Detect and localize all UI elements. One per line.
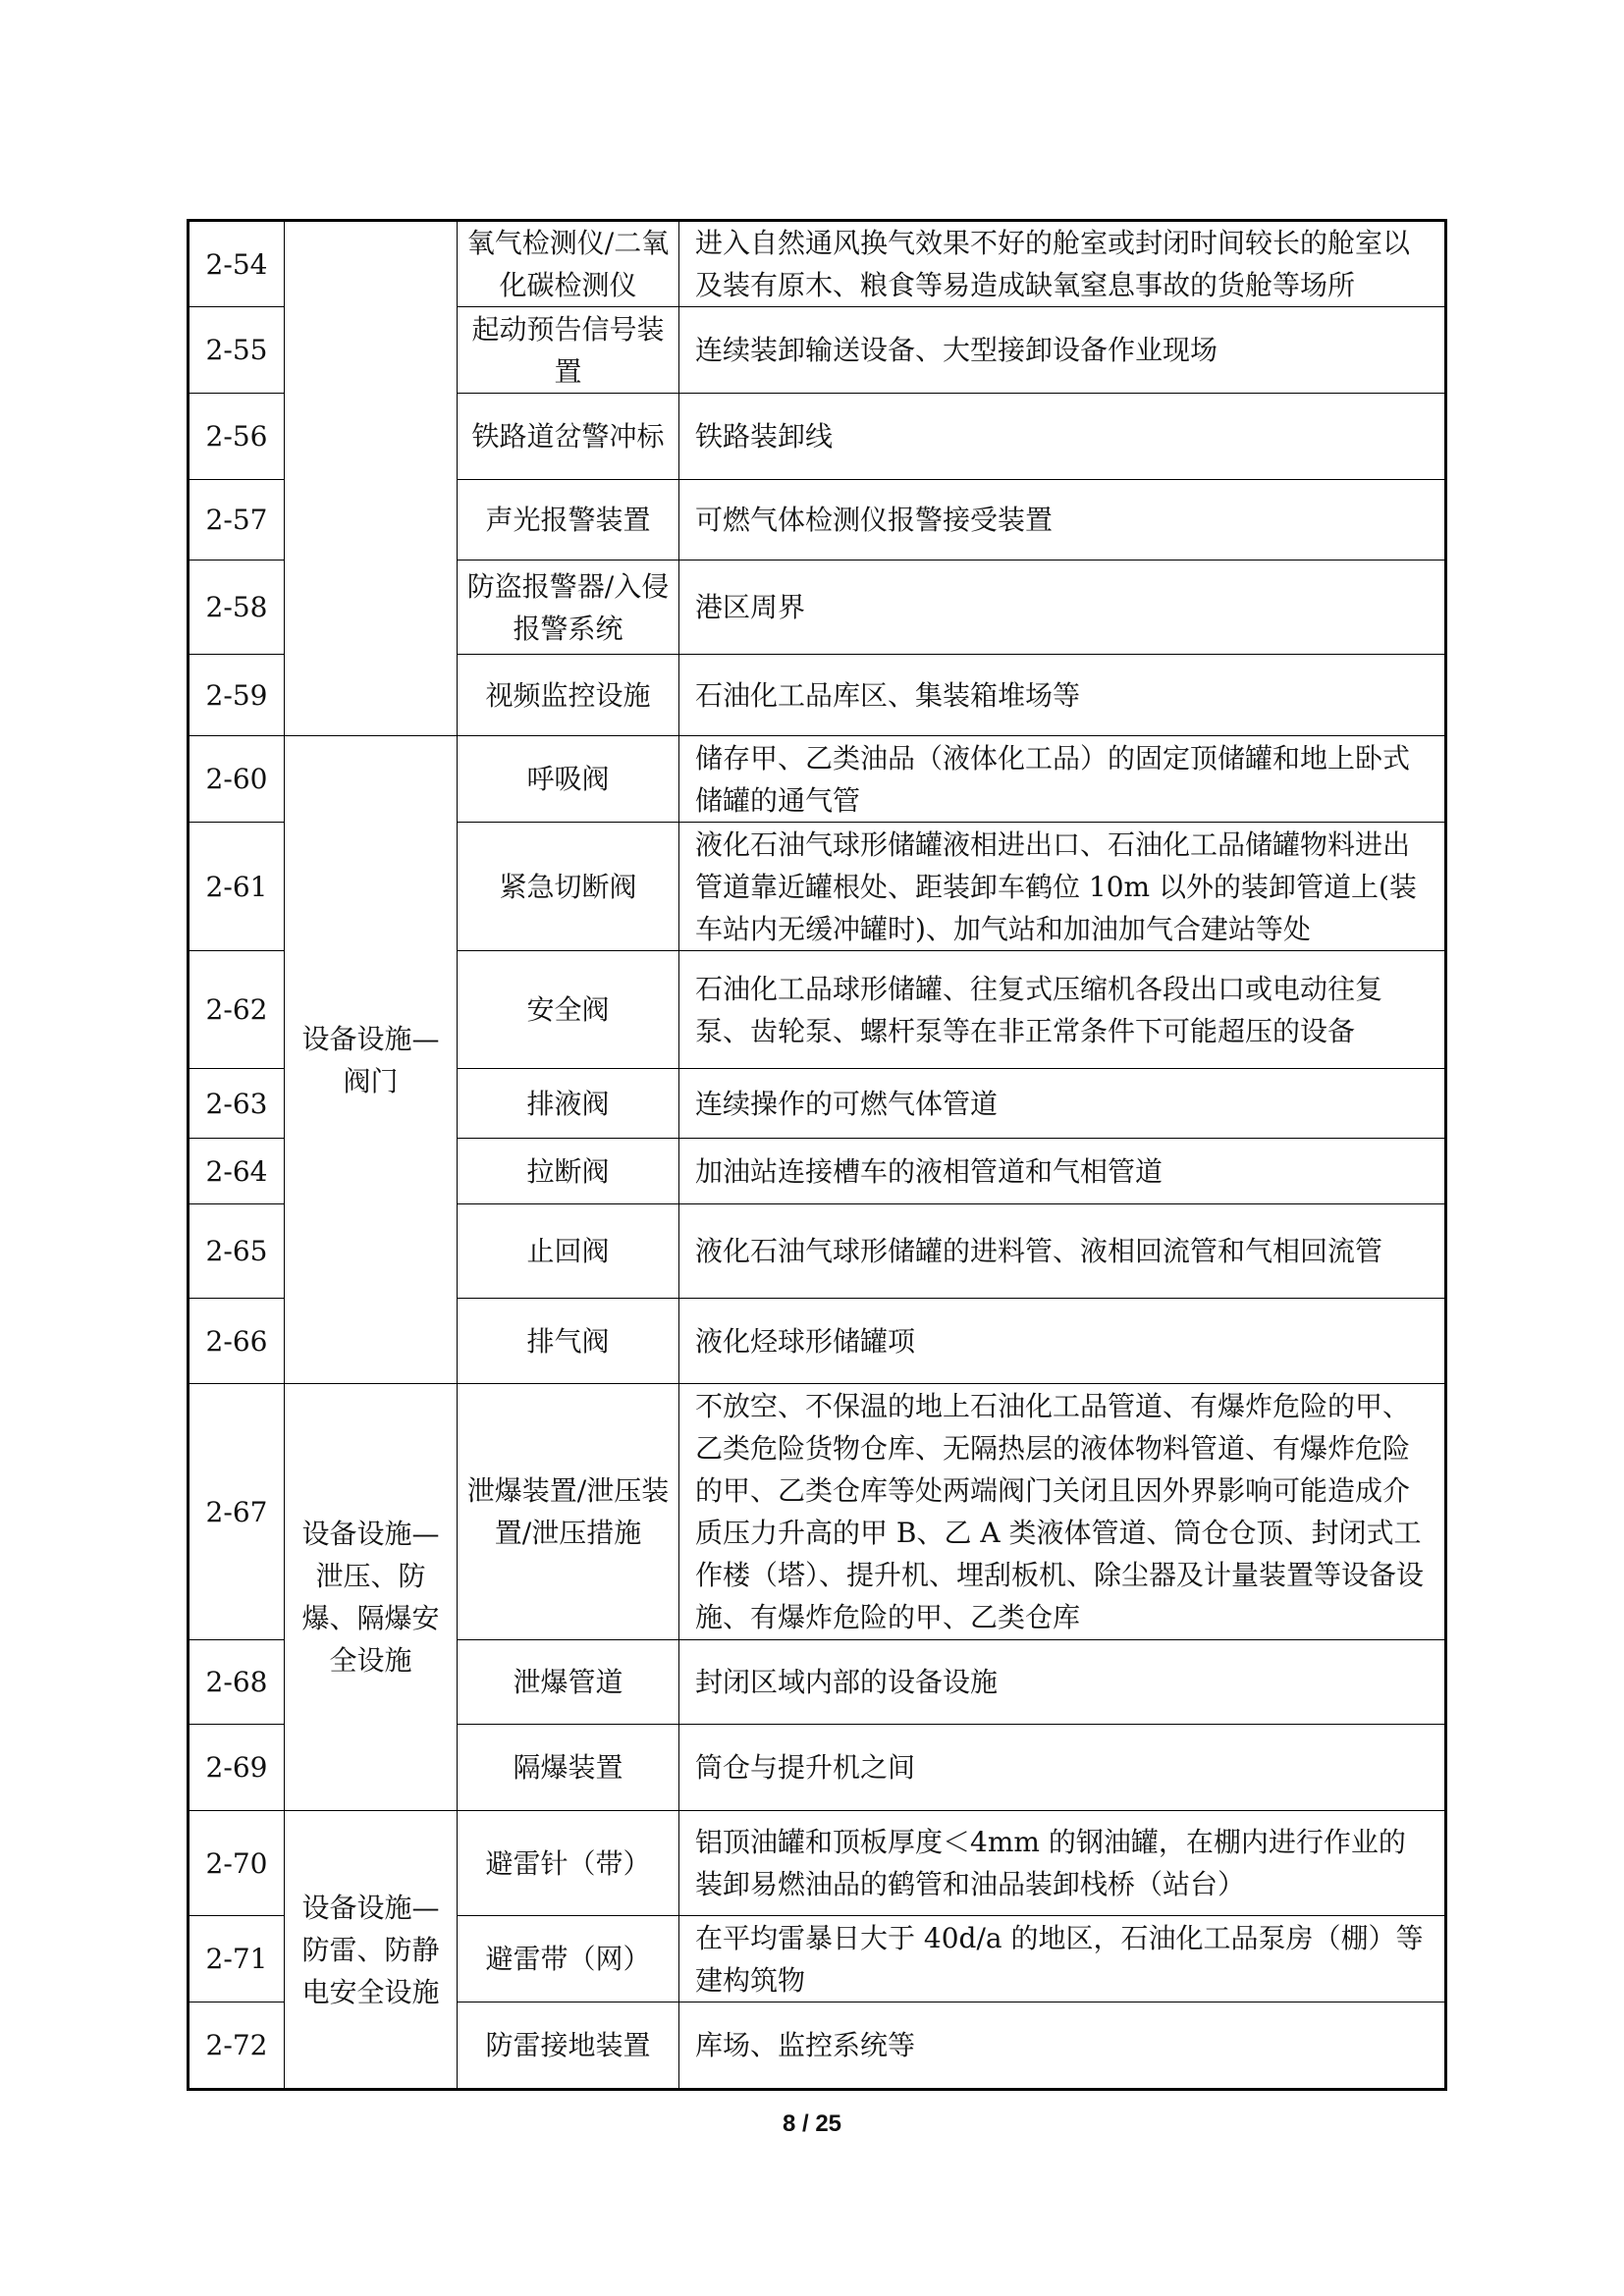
row-number: 2-67 [189,1384,285,1640]
table-row [189,221,1446,307]
facility-location: 筒仓与提升机之间 [679,1725,1446,1811]
facility-location: 可燃气体检测仪报警接受装置 [679,480,1446,561]
row-number: 2-59 [189,655,285,736]
row-number: 2-71 [189,1916,285,2002]
row-number: 2-58 [189,561,285,655]
row-number: 2-72 [189,2002,285,2090]
facility-name: 防雷接地装置 [458,2002,679,2090]
facility-location: 不放空、不保温的地上石油化工品管道、有爆炸危险的甲、乙类危险货物仓库、无隔热层的液体物料管道、有爆炸危险的甲、乙类仓库等处两端阀门关闭且因外界影响可能造成介质压力升高的甲 B、乙 A 类液体管道、筒仓仓顶、封闭式工作楼（塔）、提升机、埋刮板机、除尘器及计量装置等设备设施、有爆炸危险的甲、乙类仓库 [679,1384,1446,1640]
row-number: 2-54 [189,221,285,307]
row-number: 2-63 [189,1069,285,1139]
safety-facilities-table [187,219,1447,2091]
row-number: 2-62 [189,951,285,1069]
facility-name: 氧气检测仪/二氧化碳检测仪 [458,221,679,307]
facility-location: 储存甲、乙类油品（液体化工品）的固定顶储罐和地上卧式储罐的通气管 [679,736,1446,823]
facility-name: 避雷带（网） [458,1916,679,2002]
row-number: 2-65 [189,1204,285,1299]
facility-location: 港区周界 [679,561,1446,655]
facility-location: 石油化工品球形储罐、往复式压缩机各段出口或电动往复泵、齿轮泵、螺杆泵等在非正常条件下可能超压的设备 [679,951,1446,1069]
facility-name: 泄爆管道 [458,1640,679,1725]
facility-location: 进入自然通风换气效果不好的舱室或封闭时间较长的舱室以及装有原木、粮食等易造成缺氧窒息事故的货舱等场所 [679,221,1446,307]
category-explosion: 设备设施—泄压、防爆、隔爆安全设施 [285,1384,458,1811]
row-number: 2-61 [189,823,285,951]
category-valves: 设备设施—阀门 [285,736,458,1384]
facility-location: 液化石油气球形储罐的进料管、液相回流管和气相回流管 [679,1204,1446,1299]
facility-location: 液化石油气球形储罐液相进出口、石油化工品储罐物料进出管道靠近罐根处、距装卸车鹤位 10m 以外的装卸管道上(装车站内无缓冲罐时)、加气站和加油加气合建站等处 [679,823,1446,951]
row-number: 2-56 [189,394,285,480]
page-number: 8 / 25 [782,2110,842,2137]
facility-name: 止回阀 [458,1204,679,1299]
facility-location: 加油站连接槽车的液相管道和气相管道 [679,1139,1446,1204]
row-number: 2-69 [189,1725,285,1811]
row-number: 2-64 [189,1139,285,1204]
row-number: 2-57 [189,480,285,561]
facility-name: 泄爆装置/泄压装置/泄压措施 [458,1384,679,1640]
facility-name: 铁路道岔警冲标 [458,394,679,480]
facility-location: 连续操作的可燃气体管道 [679,1069,1446,1139]
row-number: 2-70 [189,1811,285,1916]
row-number: 2-68 [189,1640,285,1725]
facility-location: 石油化工品库区、集装箱堆场等 [679,655,1446,736]
table-row [189,736,1446,823]
facility-location: 连续装卸输送设备、大型接卸设备作业现场 [679,307,1446,394]
facility-name: 视频监控设施 [458,655,679,736]
facility-name: 声光报警装置 [458,480,679,561]
category-cell-blank [285,221,458,736]
facility-name: 紧急切断阀 [458,823,679,951]
table-row [189,1811,1446,1916]
facility-location: 在平均雷暴日大于 40d/a 的地区，石油化工品泵房（棚）等建构筑物 [679,1916,1446,2002]
facility-location: 铁路装卸线 [679,394,1446,480]
facility-name: 拉断阀 [458,1139,679,1204]
row-number: 2-66 [189,1299,285,1384]
row-number: 2-60 [189,736,285,823]
table-row [189,1384,1446,1640]
facility-name: 避雷针（带） [458,1811,679,1916]
facility-location: 封闭区域内部的设备设施 [679,1640,1446,1725]
facility-name: 呼吸阀 [458,736,679,823]
facility-location: 铝顶油罐和顶板厚度＜4mm 的钢油罐，在棚内进行作业的装卸易燃油品的鹤管和油品装卸栈桥（站台） [679,1811,1446,1916]
facility-name: 防盗报警器/入侵报警系统 [458,561,679,655]
facility-location: 库场、监控系统等 [679,2002,1446,2090]
facility-name: 排液阀 [458,1069,679,1139]
facility-location: 液化烃球形储罐项 [679,1299,1446,1384]
category-lightning: 设备设施—防雷、防静电安全设施 [285,1811,458,2090]
facility-name: 起动预告信号装置 [458,307,679,394]
facility-name: 安全阀 [458,951,679,1069]
facility-name: 隔爆装置 [458,1725,679,1811]
row-number: 2-55 [189,307,285,394]
facility-name: 排气阀 [458,1299,679,1384]
